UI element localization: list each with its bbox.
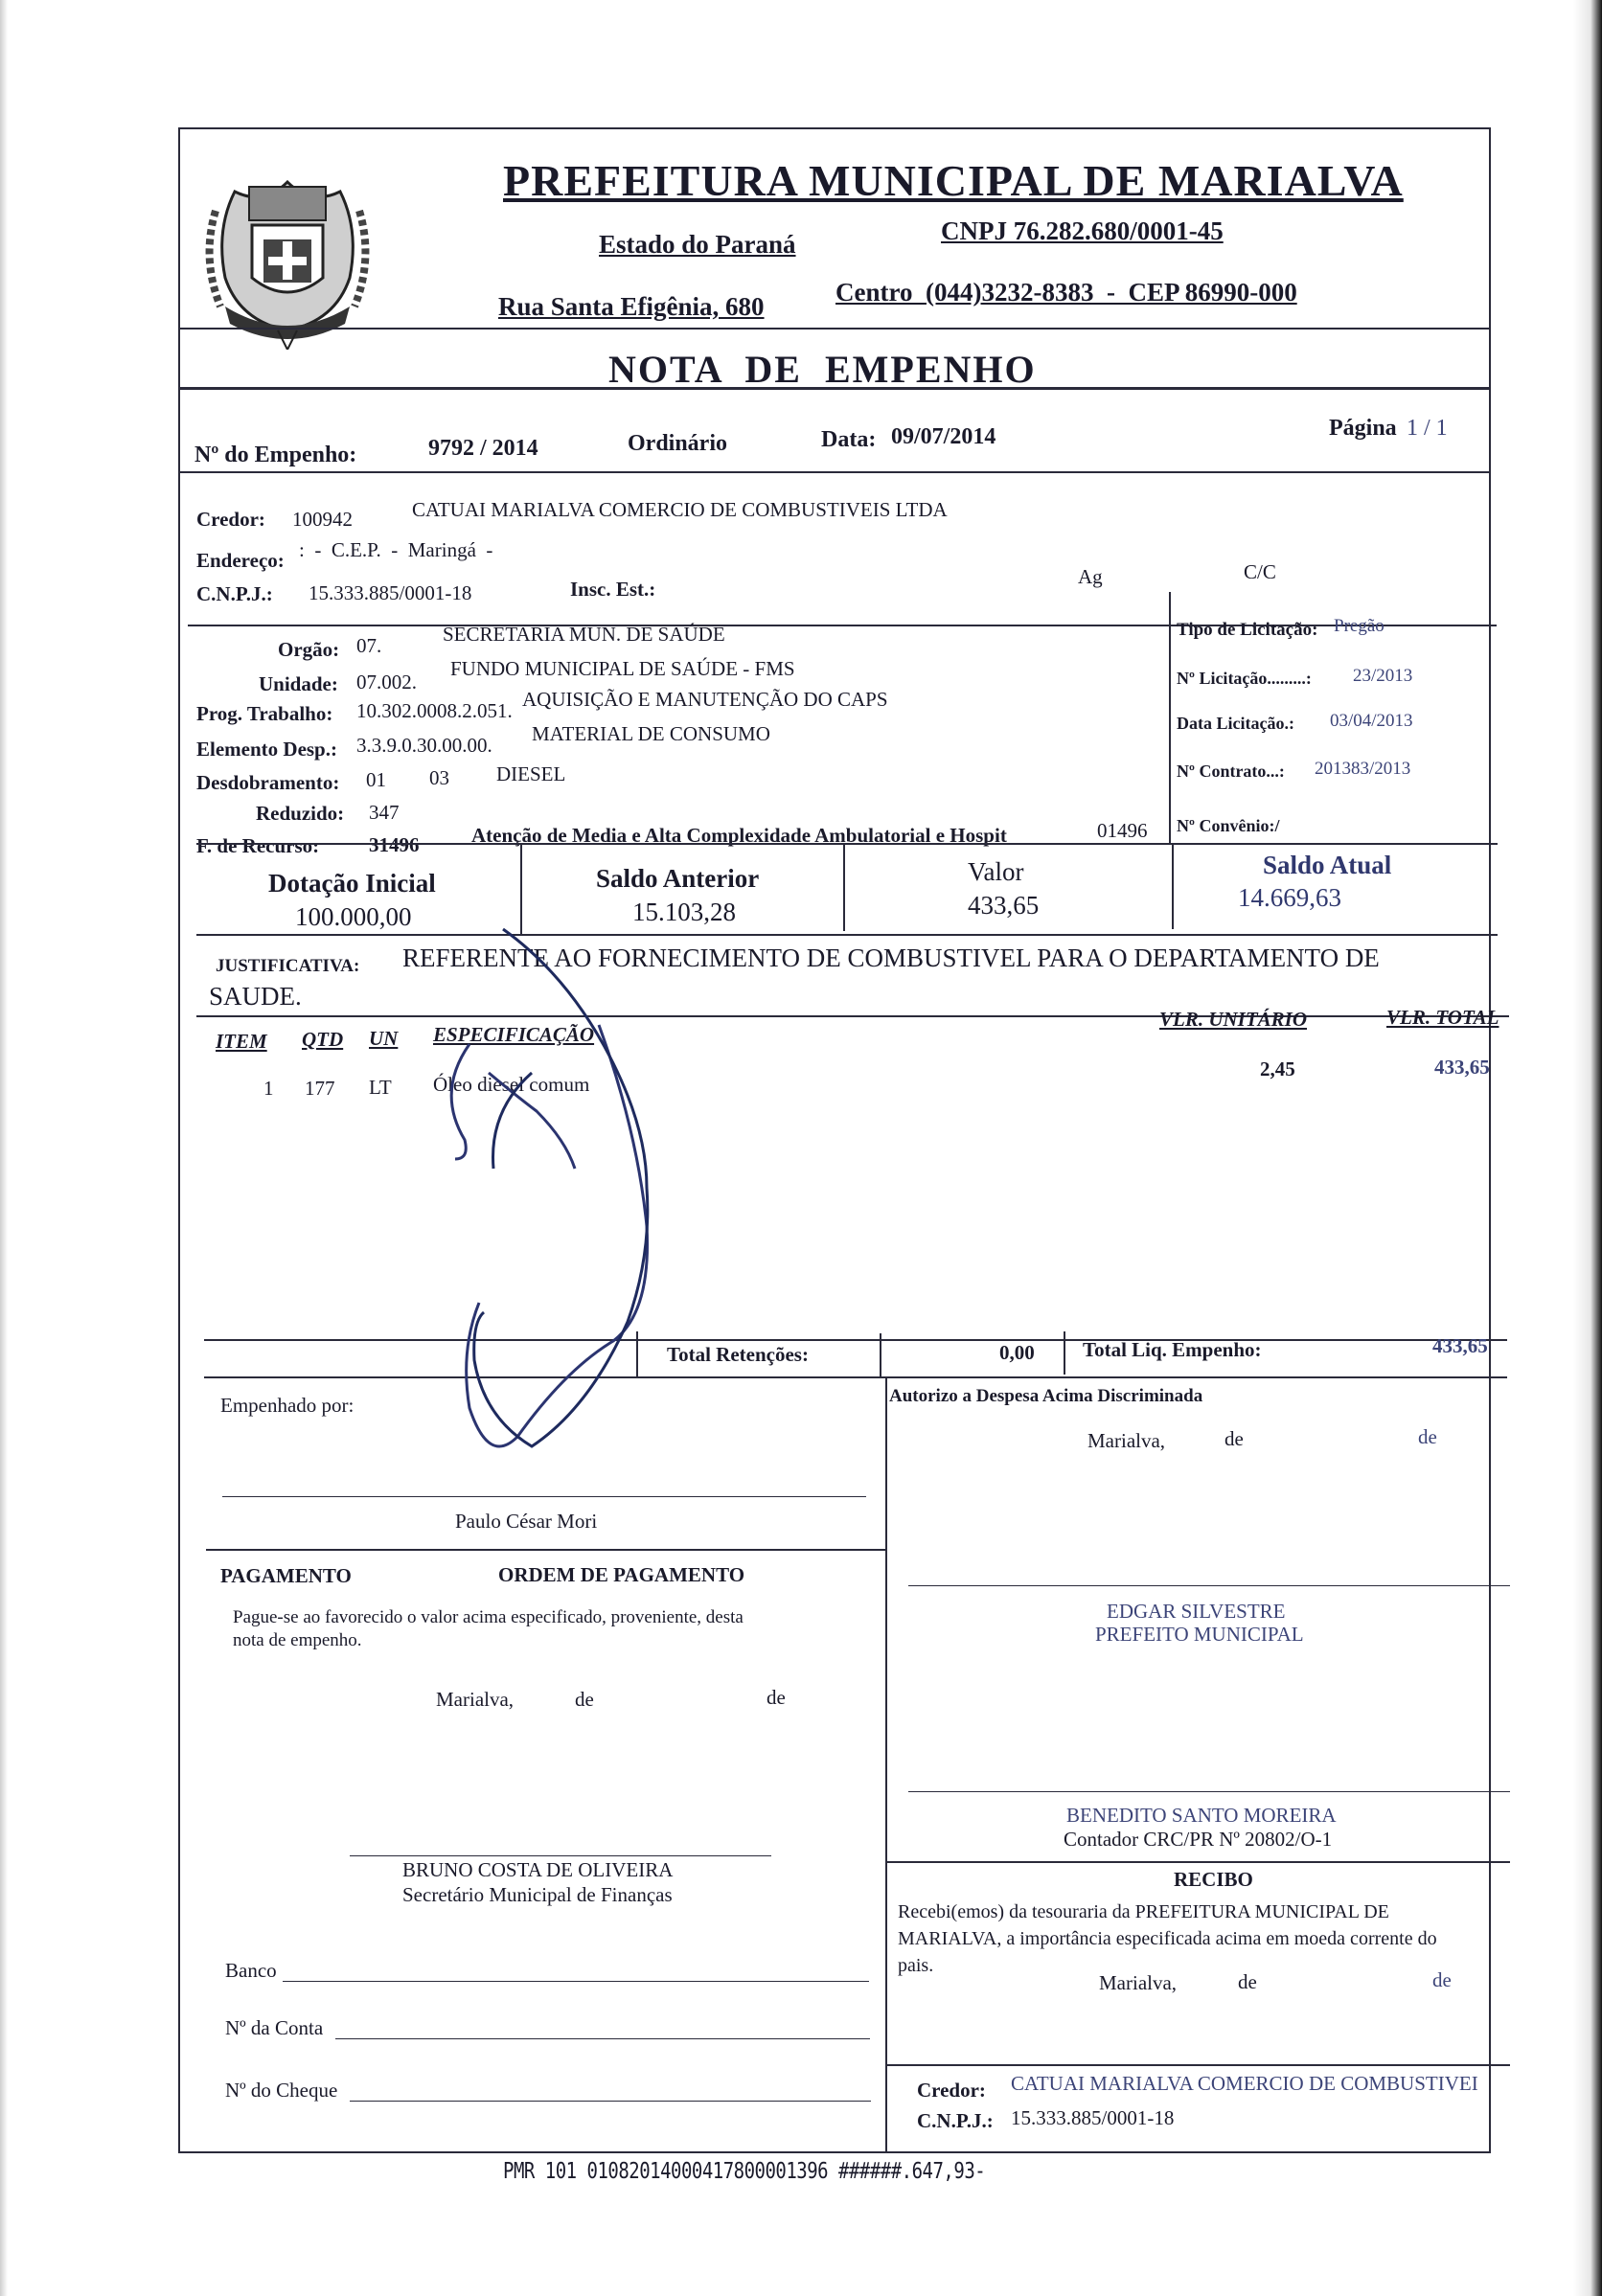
dotacao-value: 100.000,00 xyxy=(295,902,412,931)
recurso-code-2: 01496 xyxy=(1097,819,1148,842)
orgao-label: Orgão: xyxy=(278,638,340,661)
divider xyxy=(1064,1331,1065,1375)
divider xyxy=(204,1339,1507,1341)
divider xyxy=(880,1333,881,1376)
page-label: Página xyxy=(1329,416,1397,441)
conta-field[interactable] xyxy=(335,2038,870,2039)
cc-label: C/C xyxy=(1244,560,1276,583)
divider xyxy=(196,934,1498,936)
pagamento-label: PAGAMENTO xyxy=(220,1564,352,1587)
recurso-code: 31496 xyxy=(369,833,420,856)
pagamento-de-2: de xyxy=(767,1686,786,1709)
divider xyxy=(887,1861,1510,1863)
divider xyxy=(178,387,1491,390)
banco-label: Banco xyxy=(225,1959,277,1982)
empenho-type: Ordinário xyxy=(628,431,728,456)
reduzido-label: Reduzido: xyxy=(256,802,345,825)
col-especificacao-header: ESPECIFICAÇÃO xyxy=(433,1023,595,1046)
ag-label: Ag xyxy=(1078,565,1103,588)
col-vlr-unitario-header: VLR. UNITÁRIO xyxy=(1159,1008,1308,1031)
insc-est-label: Insc. Est.: xyxy=(570,578,656,601)
contador-name: BENEDITO SANTO MOREIRA xyxy=(1066,1804,1337,1827)
divider xyxy=(1169,592,1171,843)
reduzido-value: 347 xyxy=(369,801,400,824)
empenho-date: 09/07/2014 xyxy=(891,424,996,449)
row-qtd: 177 xyxy=(305,1077,335,1100)
saldo-anterior-value: 15.103,28 xyxy=(632,898,736,926)
saldo-anterior-label: Saldo Anterior xyxy=(596,864,760,893)
document-title: NOTA DE EMPENHO xyxy=(608,348,1037,391)
unidade-code: 07.002. xyxy=(356,671,417,693)
licitacao-data-label: Data Licitação.: xyxy=(1177,714,1294,733)
total-liquido-value: 433,65 xyxy=(1432,1334,1488,1357)
recibo-text-3: pais. xyxy=(898,1955,934,1976)
recibo-title: RECIBO xyxy=(1174,1868,1253,1891)
empenhado-name: Paulo César Mori xyxy=(455,1510,598,1533)
contrato-number: 201383/2013 xyxy=(1315,759,1411,779)
recibo-text-1: Recebi(emos) da tesouraria da PREFEITURA MUNICIPAL DE xyxy=(898,1901,1389,1922)
elemento-code: 3.3.9.0.30.00.00. xyxy=(356,734,492,757)
autorizo-city: Marialva, xyxy=(1087,1429,1166,1452)
valor-label: Valor xyxy=(968,857,1024,886)
empenho-date-label: Data: xyxy=(821,427,877,452)
divider xyxy=(204,1376,1507,1378)
prog-trabalho-label: Prog. Trabalho: xyxy=(196,702,333,725)
recibo-cnpj: 15.333.885/0001-18 xyxy=(1011,2106,1175,2129)
unidade-label: Unidade: xyxy=(259,672,338,695)
page-right-edge xyxy=(1573,0,1602,2296)
autorizo-label: Autorizo a Despesa Acima Discriminada xyxy=(889,1386,1203,1406)
row-vlr-unitario: 2,45 xyxy=(1260,1057,1295,1080)
divider xyxy=(887,2064,1510,2066)
pagamento-text-1: Pague-se ao favorecido o valor acima especificado, proveniente, desta xyxy=(233,1607,744,1627)
total-retencoes-value: 0,00 xyxy=(999,1341,1035,1364)
col-un-header: UN xyxy=(369,1027,399,1050)
signature-line xyxy=(908,1585,1510,1586)
unidade-name: FUNDO MUNICIPAL DE SAÚDE - FMS xyxy=(450,657,795,680)
page-number: 1 / 1 xyxy=(1407,416,1448,441)
empenho-number: 9792 / 2014 xyxy=(428,436,538,461)
pagamento-city: Marialva, xyxy=(436,1688,515,1711)
desdobramento-label: Desdobramento: xyxy=(196,771,340,794)
handwritten-signature-icon xyxy=(436,910,656,1466)
divider xyxy=(1172,843,1174,929)
divider xyxy=(178,471,1491,473)
licitacao-num: 23/2013 xyxy=(1353,666,1413,686)
recibo-credor-name: CATUAI MARIALVA COMERCIO DE COMBUSTIVEI xyxy=(1011,2072,1478,2095)
municipality-cnpj: CNPJ 76.282.680/0001-45 xyxy=(941,216,1224,245)
recibo-de-2: de xyxy=(1432,1968,1452,1991)
municipality-address: Rua Santa Efigênia, 680 xyxy=(498,292,765,321)
licitacao-num-label: Nº Licitação.........: xyxy=(1177,669,1312,688)
desdobramento-a: 01 xyxy=(366,768,386,791)
recibo-credor-label: Credor: xyxy=(917,2079,986,2102)
justificativa-text-2: SAUDE. xyxy=(209,982,302,1011)
desdobramento-name: DIESEL xyxy=(496,762,566,785)
elemento-name: MATERIAL DE CONSUMO xyxy=(532,722,770,745)
recurso-name: Atenção de Media e Alta Complexidade Ambulatorial e Hospit xyxy=(471,824,1007,847)
elemento-label: Elemento Desp.: xyxy=(196,738,337,761)
banco-field[interactable] xyxy=(283,1981,869,1982)
secretario-name: BRUNO COSTA DE OLIVEIRA xyxy=(402,1858,674,1881)
orgao-name: SECRETARIA MUN. DE SAÚDE xyxy=(443,623,725,646)
credor-cnpj: 15.333.885/0001-18 xyxy=(309,581,472,604)
page-left-edge xyxy=(0,0,8,2296)
credor-label: Credor: xyxy=(196,508,265,531)
pagamento-de-1: de xyxy=(575,1688,594,1711)
col-qtd-header: QTD xyxy=(302,1028,344,1051)
prog-trabalho-code: 10.302.0008.2.051. xyxy=(356,699,513,722)
dotacao-label: Dotação Inicial xyxy=(268,869,436,898)
municipality-title: PREFEITURA MUNICIPAL DE MARIALVA xyxy=(503,156,1404,205)
row-vlr-total: 433,65 xyxy=(1434,1056,1490,1079)
recibo-text-2: MARIALVA, a importância especificada acima em moeda corrente do xyxy=(898,1928,1437,1949)
justificativa-label: JUSTIFICATIVA: xyxy=(216,956,360,976)
secretario-role: Secretário Municipal de Finanças xyxy=(402,1883,673,1906)
autorizo-de-2: de xyxy=(1418,1425,1437,1448)
divider xyxy=(196,1015,1509,1017)
empenho-number-label: Nº do Empenho: xyxy=(195,443,357,467)
credor-cnpj-label: C.N.P.J.: xyxy=(196,582,273,605)
divider xyxy=(196,843,1498,845)
ordem-pagamento-label: ORDEM DE PAGAMENTO xyxy=(498,1563,745,1586)
signature-line xyxy=(350,1855,771,1856)
credor-name: CATUAI MARIALVA COMERCIO DE COMBUSTIVEIS LTDA xyxy=(412,498,948,521)
saldo-atual-value: 14.669,63 xyxy=(1238,883,1341,912)
municipal-crest-icon xyxy=(196,153,378,350)
row-un: LT xyxy=(369,1076,392,1099)
orgao-code: 07. xyxy=(356,634,382,657)
divider xyxy=(843,845,845,931)
justificativa-text-1: REFERENTE AO FORNECIMENTO DE COMBUSTIVEL PARA O DEPARTAMENTO DE xyxy=(402,943,1380,972)
credor-code: 100942 xyxy=(292,508,353,531)
cheque-field[interactable] xyxy=(350,2101,871,2102)
contador-role: Contador CRC/PR Nº 20802/O-1 xyxy=(1064,1828,1333,1851)
total-liquido-label: Total Liq. Empenho: xyxy=(1083,1338,1262,1361)
row-especificacao: Óleo diesel comum xyxy=(433,1073,590,1096)
conta-label: Nº da Conta xyxy=(225,2016,324,2039)
signature-line xyxy=(908,1791,1510,1792)
col-vlr-total-header: VLR. TOTAL xyxy=(1386,1006,1499,1029)
signature-line xyxy=(222,1496,866,1497)
municipality-contact: Centro (044)3232-8383 - CEP 86990-000 xyxy=(835,278,1297,307)
divider xyxy=(885,1376,887,2152)
pagamento-text-2: nota de empenho. xyxy=(233,1630,362,1650)
recibo-cnpj-label: C.N.P.J.: xyxy=(917,2109,994,2132)
prefeito-name: EDGAR SILVESTRE xyxy=(1107,1600,1286,1623)
row-item: 1 xyxy=(263,1077,274,1100)
address-label: Endereço: xyxy=(196,549,285,572)
recibo-city: Marialva, xyxy=(1099,1971,1178,1994)
valor-value: 433,65 xyxy=(968,891,1040,920)
footer-barcode-text: PMR 101 01082014000417800001396 ######.647,93- xyxy=(503,2158,986,2185)
empenhado-label: Empenhado por: xyxy=(220,1394,355,1417)
saldo-atual-label: Saldo Atual xyxy=(1263,851,1392,879)
divider xyxy=(206,1549,886,1551)
licitacao-tipo: Pregão xyxy=(1334,616,1385,636)
desdobramento-b: 03 xyxy=(429,766,449,789)
prog-trabalho-name: AQUISIÇÃO E MANUTENÇÃO DO CAPS xyxy=(522,688,888,711)
licitacao-data: 03/04/2013 xyxy=(1330,711,1413,731)
credor-address: : - C.E.P. - Maringá - xyxy=(299,538,493,561)
cheque-label: Nº do Cheque xyxy=(225,2079,338,2102)
contrato-label: Nº Contrato...: xyxy=(1177,762,1285,781)
total-retencoes-label: Total Retenções: xyxy=(667,1343,809,1366)
recibo-de-1: de xyxy=(1238,1970,1257,1993)
divider xyxy=(178,328,1491,330)
prefeito-role: PREFEITO MUNICIPAL xyxy=(1095,1623,1304,1646)
col-item-header: ITEM xyxy=(216,1030,267,1053)
convenio-label: Nº Convênio:/ xyxy=(1177,816,1280,835)
autorizo-de-1: de xyxy=(1224,1427,1244,1450)
state-name: Estado do Paraná xyxy=(599,230,796,259)
licitacao-tipo-label: Tipo de Licitação: xyxy=(1177,620,1318,640)
recurso-label: F. de Recurso: xyxy=(196,834,320,857)
